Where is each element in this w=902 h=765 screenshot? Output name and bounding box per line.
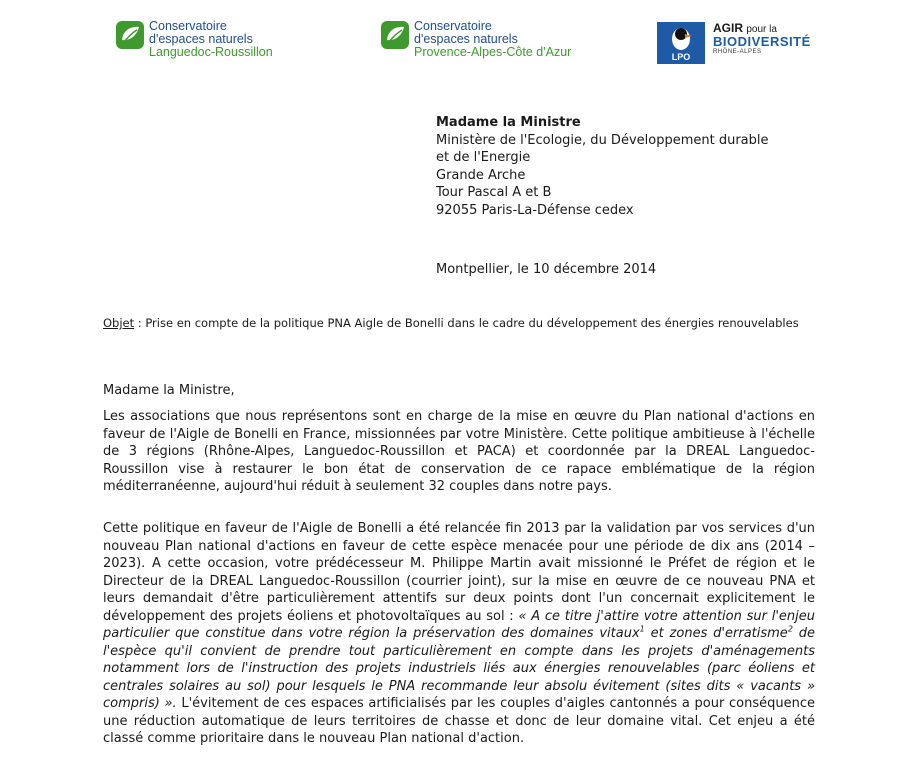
paragraph-2-conclusion: L'évitement de ces espaces artificialisés par les couples d'aigles cantonnés a pour conséquence une réduction automatique de leurs territoires de chasse et donc de leur domaine vital. Cet enjeu a été classé comme prioritaire dans le nouveau Plan national d'action. <box>103 696 815 746</box>
cen-leaf-icon <box>380 20 410 50</box>
biodiversite-text: BIODIVERSITÉ <box>713 34 811 49</box>
lpo-badge <box>657 22 705 64</box>
lpo-badge-text: LPO <box>671 52 691 62</box>
paragraph-2-quote-part3: de l'espèce qu'il convient de prendre tout particulièrement en compte dans les projets d'aménagements notamment lors de l'instruction des projets industriels liés aux énergies renouvelables (parc éoliens et centrales solaires au sol) pour lesquels le PNA recommande leur absolu évitement (sites dits « vacants » compris) ». <box>103 626 816 711</box>
logo-paca-line1: Conservatoire <box>414 19 492 33</box>
subject-label: Objet <box>103 316 135 330</box>
recipient-line3: Grande Arche <box>436 167 526 183</box>
logo-cen-languedoc-roussillon <box>115 20 273 59</box>
puffin-icon <box>657 22 705 52</box>
logo-paca-line3: Provence-Alpes-Côte d'Azur <box>414 45 572 59</box>
paragraph-2-quote-part1: « A ce titre j'attire votre attention sur l'enjeu particulier que constitue dans votre région la préservation des domaines vitaux <box>103 608 815 641</box>
recipient-line2: et de l'Energie <box>436 150 531 165</box>
logo-lr-line1: Conservatoire <box>149 19 227 33</box>
recipient-name: Madame la Ministre <box>436 115 581 130</box>
agir-text: AGIR <box>713 21 743 35</box>
pour-la-text: pour la <box>746 24 777 35</box>
footnote-ref-2: 2 <box>787 624 793 634</box>
logo-cen-paca <box>380 20 571 59</box>
logo-lpo <box>657 22 811 64</box>
paragraph-2 <box>103 520 815 748</box>
salutation: Madame la Ministre, <box>103 383 235 398</box>
logo-lr-line2: d'espaces naturels <box>149 32 253 46</box>
recipient-address <box>436 114 769 219</box>
recipient-line4: Tour Pascal A et B <box>436 185 552 200</box>
letter-subject <box>103 315 815 331</box>
paragraph-2-quote-part2: et zones d'erratisme <box>644 626 788 641</box>
rhone-alpes-text: RHÔNE-ALPES <box>713 49 762 55</box>
logo-paca-line2: d'espaces naturels <box>414 32 518 46</box>
logo-lr-line3: Languedoc-Roussillon <box>149 45 273 59</box>
paragraph-1: Les associations que nous représentons sont en charge de la mise en œuvre du Plan national d'actions en faveur de l'Aigle de Bonelli en France, missionnées par votre Ministère. Cette politique ambitieuse à l'échelle de 3 régions (Rhône-Alpes, Languedoc-Roussillon et PACA) et coordonnée par la DREAL Languedoc-Roussillon vise à restaurer le bon état de conservation de ce rapace emblématique de la région méditerranéenne, aujourd'hui réduit à seulement 32 couples dans notre pays. <box>103 409 815 494</box>
recipient-line5: 92055 Paris-La-Défense cedex <box>436 202 634 218</box>
cen-leaf-icon <box>115 20 145 50</box>
letter-date: Montpellier, le 10 décembre 2014 <box>436 262 657 277</box>
recipient-line1: Ministère de l'Ecologie, du Développement durable <box>436 132 769 148</box>
paragraph-2-intro: Cette politique en faveur de l'Aigle de Bonelli a été relancée fin 2013 par la validation par vos services d'un nouveau Plan national d'actions en faveur de cette espèce menacée pour une période de dix ans (2014 – 2023). A cette occasion, votre prédécesseur M. Philippe Martin avait missionné le Préfet de région et le Directeur de la DREAL Languedoc-Roussillon (courrier joint), sur la mise en œuvre de ce nouveau PNA et leurs demandait d'être particulièrement attentifs sur deux points dont l'un concernait explicitement le développement des projets éoliens et photovoltaïques au sol : <box>103 521 815 624</box>
subject-text: : Prise en compte de la politique PNA Aigle de Bonelli dans le cadre du développement des énergies renouvelables <box>134 316 799 330</box>
footnote-ref-1: 1 <box>639 624 645 634</box>
